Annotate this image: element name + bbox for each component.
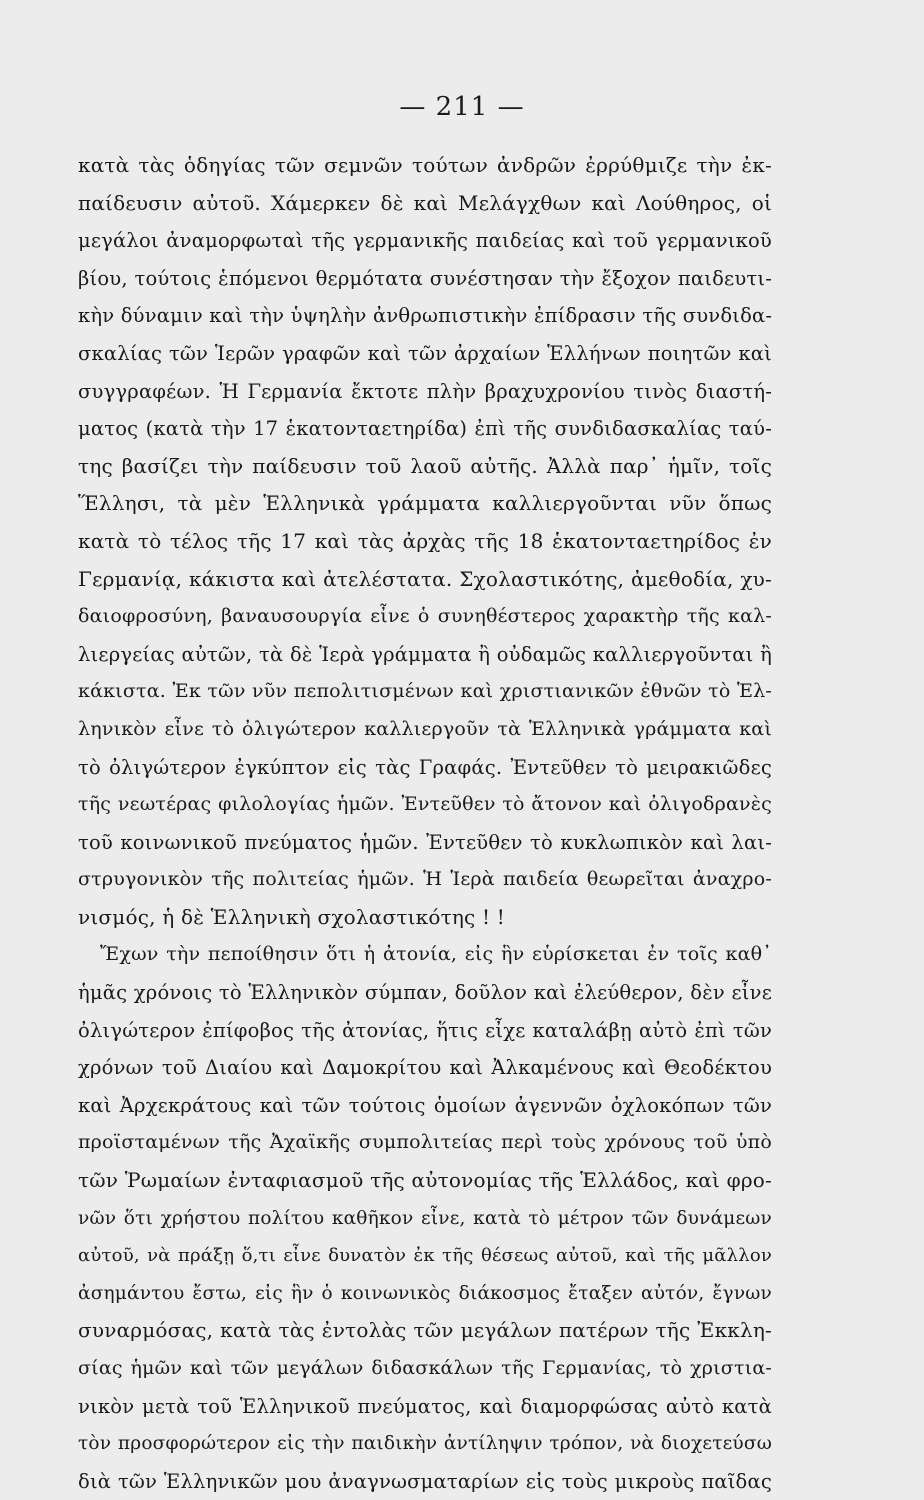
text-line: μεγάλοι ἀναμορφωταὶ τῆς γερμανικῆς παιδείας καὶ τοῦ γερμανικοῦ (78, 229, 772, 253)
text-line: της βασίζει τὴν παίδευσιν τοῦ λαοῦ αὐτῆς. Ἀλλὰ παρ᾽ ἡμῖν, τοῖς (78, 453, 772, 478)
text-line: στρυγονικὸν τῆς πολιτείας ἡμῶν. Ἡ Ἱερὰ παιδεία θεωρεῖται ἀναχρο- (78, 868, 772, 891)
text-line: νῶν ὅτι χρήστου πολίτου καθῆκον εἶνε, κατὰ τὸ μέτρον τῶν δυνάμεων (78, 1207, 772, 1229)
text-line: τὸ ὀλιγώτερον ἐγκύπτον εἰς τὰς Γραφάς. Ἐντεῦθεν τὸ μειρακιῶδες (78, 755, 772, 779)
text-line: νικὸν μετὰ τοῦ Ἑλληνικοῦ πνεύματος, καὶ διαμορφώσας αὐτὸ κατὰ (78, 1394, 772, 1418)
text-line: κὴν δύναμιν καὶ τὴν ὑψηλὴν ἀνθρωπιστικὴν ἐπίδρασιν τῆς συνδιδα- (78, 304, 773, 328)
paragraph-start-line: Ἔχων τὴν πεποίθησιν ὅτι ἡ ἀτονία, εἰς ἣν εὑρίσκεται ἐν τοῖς καθ᾽ (100, 943, 772, 966)
text-line: σκαλίας τῶν Ἱερῶν γραφῶν καὶ τῶν ἀρχαίων Ἑλλήνων ποιητῶν καὶ (78, 341, 772, 365)
text-line: κατὰ τὸ τέλος τῆς 17 καὶ τὰς ἀρχὰς τῆς 18 ἑκατονταετηρίδος ἐν (78, 528, 772, 553)
text-line: προϊσταμένων τῆς Ἀχαϊκῆς συμπολιτείας περὶ τοὺς χρόνους τοῦ ὑπὸ (78, 1131, 772, 1154)
text-line: τῆς νεωτέρας φιλολογίας ἡμῶν. Ἐντεῦθεν τὸ ἄτονον καὶ ὀλιγοδρανὲς (78, 793, 772, 816)
text-line: ματος (κατὰ τὴν 17 ἑκατονταετηρίδα) ἐπὶ τῆς συνδιδασκαλίας ταύ- (78, 417, 772, 441)
text-line: διὰ τῶν Ἑλληνικῶν μου ἀναγνωσματαρίων εἰς τοὺς μικροὺς παῖδας (78, 1469, 772, 1493)
text-line: Γερμανίᾳ, κάκιστα καὶ ἀτελέστατα. Σχολαστικότης, ἀμεθοδία, χυ- (78, 566, 772, 591)
text-line: ὀλιγώτερον ἐπίφοβος τῆς ἀτονίας, ἥτις εἶχε καταλάβῃ αὐτὸ ἐπὶ τῶν (78, 1018, 772, 1042)
text-line: συγγραφέων. Ἡ Γερμανία ἔκτοτε πλὴν βραχυχρονίου τινὸς διαστή- (78, 379, 772, 403)
text-line: νισμός, ἡ δὲ Ἑλληνικὴ σχολαστικότης ! ! (78, 904, 506, 929)
text-line: τὸν προσφορώτερον εἰς τὴν παιδικὴν ἀντίληψιν τρόπον, νὰ διοχετεύσω (78, 1433, 772, 1455)
text-line: δαιοφροσύνη, βαναυσουργία εἶνε ὁ συνηθέστερος χαρακτὴρ τῆς καλ- (78, 605, 772, 628)
text-line: ἡμᾶς χρόνοις τὸ Ἑλληνικὸν σύμπαν, δοῦλον καὶ ἐλεύθερον, δὲν εἶνε (78, 981, 772, 1005)
text-line: τοῦ κοινωνικοῦ πνεύματος ἡμῶν. Ἐντεῦθεν τὸ κυκλωπικὸν καὶ λαι- (78, 830, 772, 854)
body-text (78, 147, 772, 1500)
text-line: κατὰ τὰς ὁδηγίας τῶν σεμνῶν τούτων ἀνδρῶν ἐρρύθμιζε τὴν ἐκ- (78, 153, 772, 177)
text-line: καὶ Ἀρχεκράτους καὶ τῶν τούτοις ὁμοίων ἀγεννῶν ὀχλοκόπων τῶν (78, 1093, 772, 1117)
text-line: λιεργείας αὐτῶν, τὰ δὲ Ἱερὰ γράμματα ἢ οὐδαμῶς καλλιεργοῦνται ἢ (78, 642, 772, 666)
text-line: παίδευσιν αὐτοῦ. Χάμερκεν δὲ καὶ Μελάγχθων καὶ Λούθηρος, οἱ (78, 190, 772, 215)
text-line: σίας ἡμῶν καὶ τῶν μεγάλων διδασκάλων τῆς Γερμανίας, τὸ χριστια- (78, 1357, 772, 1379)
page-number: — 211 — (399, 92, 525, 122)
text-line: ἀσημάντου ἔστω, εἰς ἣν ὁ κοινωνικὸς διάκοσμος ἔταξεν αὐτόν, ἔγνων (78, 1282, 772, 1304)
text-line: χρόνων τοῦ Διαίου καὶ Δαμοκρίτου καὶ Ἀλκαμένους καὶ Θεοδέκτου (78, 1056, 772, 1080)
text-line: βίου, τούτοις ἑπόμενοι θερμότατα συνέστησαν τὴν ἔξοχον παιδευτι- (78, 266, 772, 290)
text-line: αὐτοῦ, νὰ πράξῃ ὅ,τι εἶνε δυνατὸν ἐκ τῆς θέσεως αὐτοῦ, καὶ τῆς μᾶλλον (78, 1245, 772, 1267)
text-line: ληνικὸν εἶνε τὸ ὀλιγώτερον καλλιεργοῦν τὰ Ἑλληνικὰ γράμματα καὶ (78, 717, 772, 740)
text-line: Ἕλλησι, τὰ μὲν Ἑλληνικὰ γράμματα καλλιεργοῦνται νῦν ὅπως (78, 491, 772, 516)
text-line: τῶν Ῥωμαίων ἐνταφιασμοῦ τῆς αὐτονομίας τῆς Ἑλλάδος, καὶ φρο- (78, 1168, 772, 1193)
text-line: κάκιστα. Ἐκ τῶν νῦν πεπολιτισμένων καὶ χριστιανικῶν ἐθνῶν τὸ Ἑλ- (78, 680, 772, 703)
text-line: συναρμόσας, κατὰ τὰς ἐντολὰς τῶν μεγάλων πατέρων τῆς Ἐκκλη- (78, 1318, 772, 1343)
